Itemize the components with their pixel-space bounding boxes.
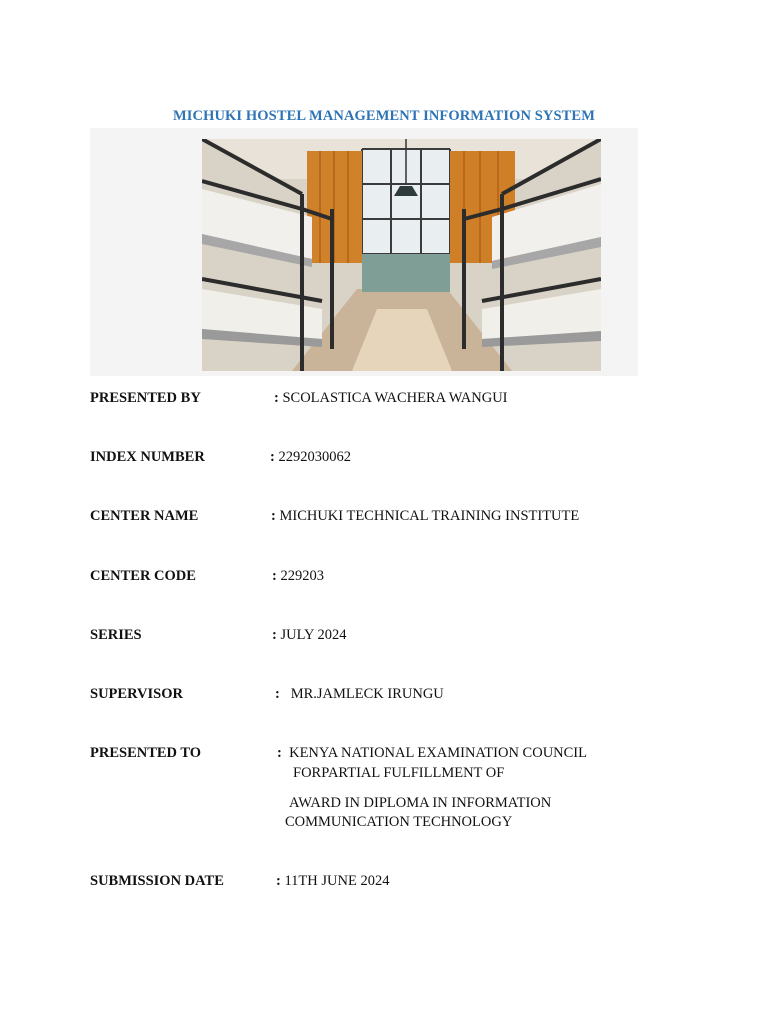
supervisor-label: SUPERVISOR [90,686,183,702]
presented-to-line1: : KENYA NATIONAL EXAMINATION COUNCIL [277,745,587,761]
supervisor-value: : MR.JAMLECK IRUNGU [275,686,444,702]
center-code-value: : 229203 [272,568,324,584]
cover-photo-frame [90,128,638,376]
index-number-value: : 2292030062 [270,449,351,465]
index-number-label: INDEX NUMBER [90,449,205,465]
center-name-label: CENTER NAME [90,508,199,524]
series-value: : JULY 2024 [272,627,347,643]
series-label: SERIES [90,627,142,643]
presented-to-line4: COMMUNICATION TECHNOLOGY [285,814,513,830]
presented-to-label: PRESENTED TO [90,745,202,761]
center-code-label: CENTER CODE [90,568,196,584]
hostel-dormitory-image [202,139,601,371]
presented-to-line2: FORPARTIAL FULFILLMENT OF [293,765,505,781]
presented-by-value: : SCOLASTICA WACHERA WANGUI [274,390,508,406]
submission-date-label: SUBMISSION DATE [90,873,224,889]
presented-by-label: PRESENTED BY [90,390,201,406]
page-title: MICHUKI HOSTEL MANAGEMENT INFORMATION SYSTEM [173,108,595,124]
submission-date-value: : 11TH JUNE 2024 [276,873,390,889]
presented-to-line3: AWARD IN DIPLOMA IN INFORMATION [289,795,552,811]
center-name-value: : MICHUKI TECHNICAL TRAINING INSTITUTE [271,508,580,524]
